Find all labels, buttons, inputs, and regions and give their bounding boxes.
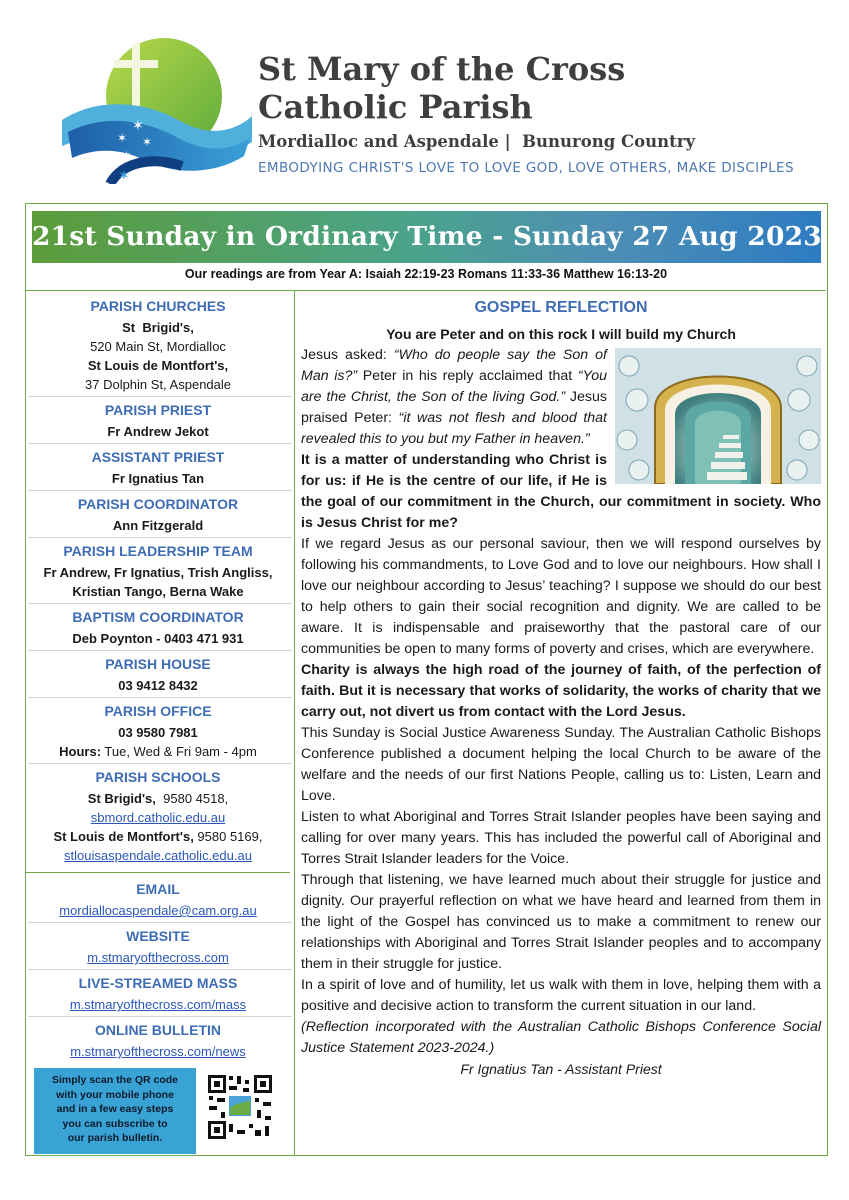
school-link[interactable]: stlouisaspendale.catholic.edu.au <box>64 848 252 863</box>
section-heading: WEBSITE <box>126 928 190 944</box>
parish-name-line2: Catholic Parish <box>258 88 533 126</box>
separator <box>28 763 292 764</box>
section-heading: LIVE-STREAMED MASS <box>78 975 238 991</box>
section-heading: PARISH LEADERSHIP TEAM <box>63 543 253 559</box>
gospel-signature: Fr Ignatius Tan - Assistant Priest <box>460 1061 662 1077</box>
website-section <box>26 926 290 967</box>
leadership-names: Kristian Tango, Berna Wake <box>72 584 244 599</box>
schools-section <box>26 767 290 865</box>
school-link[interactable]: sbmord.catholic.edu.au <box>90 810 226 825</box>
qr-text-line: with your mobile phone <box>56 1088 174 1101</box>
section-heading: EMAIL <box>136 881 180 897</box>
separator <box>28 537 292 538</box>
svg-text:✶: ✶ <box>142 135 153 149</box>
qr-text-line: you can subscribe to <box>62 1117 168 1130</box>
qr-promo-text <box>34 1073 196 1146</box>
church-name: St Brigid's, <box>122 320 194 335</box>
house-phone: 03 9412 8432 <box>118 678 198 693</box>
website-row <box>26 948 290 967</box>
separator <box>28 490 292 491</box>
office-section <box>26 701 290 761</box>
coordinator-name: Ann Fitzgerald <box>112 518 204 533</box>
svg-text:✶: ✶ <box>122 150 132 162</box>
assistant-section <box>26 447 290 488</box>
gospel-subheading: You are Peter and on this rock I will build my Church <box>386 326 736 342</box>
section-heading: PARISH PRIEST <box>104 402 212 418</box>
office-hours <box>26 742 290 761</box>
section-heading: PARISH HOUSE <box>105 656 211 672</box>
priest-section <box>26 400 290 441</box>
gospel-quote: “You are the Christ, the Son of the living God.” <box>301 368 608 405</box>
gospel-paragraph: Through that listening, we have learned much about their struggle for justice and dignity. Our prayerful reflection on what we have heard and learned from them in the light of the Gospel has convinced us to make a commitment to renew our relationships with Aboriginal and Torres Strait Islander peoples and to accompany them in their struggle for justice. <box>301 872 821 972</box>
email-row <box>26 901 290 920</box>
section-heading: PARISH CHURCHES <box>90 298 226 314</box>
bulletin-row <box>26 1042 290 1061</box>
gospel-paragraph: If we regard Jesus as our personal saviour, then we will respond ourselves by following his commandments, to Love God and to love our neighbours. How shall I love our neighbour according to Jesus’ teaching? I suppose we should do our best to help others to gain their social recognition and dignity. We are called to be aware. It is indispensable and praiseworthy that the pastoral care of our communities be open to many forms of poverty and crises, which are everywhere. <box>301 536 821 657</box>
church-name: St Louis de Montfort's, <box>87 358 229 373</box>
priest-name: Fr Andrew Jekot <box>107 424 209 439</box>
section-heading: BAPTISM COORDINATOR <box>72 609 244 625</box>
gospel-quote: “it was not flesh and blood that revealed this to you but my Father in heaven.” <box>301 410 607 447</box>
title-block <box>258 50 794 176</box>
mass-row <box>26 995 290 1014</box>
bulletin-frame <box>25 203 828 1156</box>
bulletin-link[interactable]: m.stmaryofthecross.com/news <box>70 1044 246 1059</box>
school-url-row <box>26 808 290 827</box>
email-link[interactable]: mordiallocaspendale@cam.org.au <box>59 903 257 918</box>
column-divider <box>294 290 295 1155</box>
separator <box>28 603 292 604</box>
sidebar <box>26 296 294 1061</box>
separator <box>28 1016 292 1017</box>
svg-text:✶: ✶ <box>118 167 130 183</box>
school-name: St Louis de Montfort's, <box>53 829 194 844</box>
qr-text-line: Simply scan the QR code <box>51 1074 179 1086</box>
qr-promo-box <box>34 1068 196 1154</box>
readings-line: Our readings are from Year A: Isaiah 22:19-23 Romans 11:33-36 Matthew 16:13-20 <box>184 267 668 281</box>
office-phone: 03 9580 7981 <box>118 725 198 740</box>
gospel-text: Jesus praised Peter: <box>301 389 607 426</box>
separator <box>28 969 292 970</box>
website-link[interactable]: m.stmaryofthecross.com <box>87 950 229 965</box>
gospel-paragraph-bold: It is a matter of understanding who Christ is for us: if He is the centre of our life, if He is the goal of our commitment in the Church, our commitment in society. Who is Jesus Christ for me? <box>301 452 821 531</box>
qr-code-icon[interactable] <box>207 1074 273 1140</box>
section-heading: PARISH OFFICE <box>104 703 212 719</box>
gospel-paragraph: Listen to what Aboriginal and Torres Strait Islander peoples have been saying and calling for over many years. This has included the powerful call of Aboriginal and Torres Strait Islander leaders for the Voice. <box>301 809 821 867</box>
school-phone: 9580 5169, <box>193 829 263 844</box>
parish-subtitle: Mordialloc and Aspendale | Bunurong Country <box>258 132 696 151</box>
svg-text:✶: ✶ <box>132 117 144 133</box>
gospel-paragraph-bold: Charity is always the high road of the journey of faith, of the perfection of faith. But it is necessary that works of solidarity, the works of charity that we carry out, not divert us from contact with the Lord Jesus. <box>301 662 821 720</box>
divider <box>26 290 826 291</box>
banner-title: 21st Sunday in Ordinary Time - Sunday 27 Aug 2023 <box>32 221 822 252</box>
bulletin-section <box>26 1020 290 1061</box>
gospel-reflection <box>301 296 821 1080</box>
coordinator-section <box>26 494 290 535</box>
separator <box>28 396 292 397</box>
email-section <box>26 879 290 920</box>
gospel-body <box>301 345 821 1059</box>
title-banner <box>32 211 821 263</box>
mass-link[interactable]: m.stmaryofthecross.com/mass <box>69 997 247 1012</box>
qr-text-line: and in a few easy steps <box>56 1103 174 1115</box>
assistant-name: Fr Ignatius Tan <box>111 471 205 486</box>
gospel-paragraph: In a spirit of love and of humility, let us walk with them in love, helping them with a positive and decisive action to transform the current situation in our land. <box>301 977 821 1014</box>
hours-label: Hours: <box>59 744 102 759</box>
qr-text-line: our parish bulletin. <box>67 1132 163 1144</box>
leadership-section <box>26 541 290 601</box>
leadership-names: Fr Andrew, Fr Ignatius, Trish Angliss, <box>43 565 273 580</box>
school-url-row <box>26 846 290 865</box>
baptism-contact: Deb Poynton - 0403 471 931 <box>72 631 244 646</box>
gospel-paragraph: This Sunday is Social Justice Awareness Sunday. The Australian Catholic Bishops Conference published a document helping the local Church to be aware of the welfare and the needs of our first Nations People, calling us to: Listen, Learn and Love. <box>301 725 821 804</box>
separator <box>28 922 292 923</box>
separator <box>28 650 292 651</box>
separator <box>28 443 292 444</box>
gospel-heading: GOSPEL REFLECTION <box>474 299 648 316</box>
gospel-text: Jesus asked: <box>301 347 394 363</box>
separator <box>28 697 292 698</box>
header <box>0 0 849 200</box>
school-line <box>26 789 290 808</box>
church-address: 37 Dolphin St, Aspendale <box>85 377 231 392</box>
school-name: St Brigid's, <box>87 791 156 806</box>
section-heading: ASSISTANT PRIEST <box>91 449 225 465</box>
svg-text:✶: ✶ <box>117 131 128 145</box>
house-section <box>26 654 290 695</box>
divider <box>26 872 290 873</box>
church-address: 520 Main St, Mordialloc <box>90 339 226 354</box>
baptism-section <box>26 607 290 648</box>
gospel-quote: “Who do people say the Son of Man is?” <box>301 347 607 384</box>
parish-name-line1: St Mary of the Cross <box>258 50 626 88</box>
section-heading: PARISH COORDINATOR <box>77 496 239 512</box>
churches-section <box>26 296 290 394</box>
mass-section <box>26 973 290 1014</box>
section-heading: ONLINE BULLETIN <box>95 1022 221 1038</box>
parish-logo-icon <box>62 34 252 184</box>
gospel-citation: (Reflection incorporated with the Australian Catholic Bishops Conference Social Justice Statement 2023-2024.) <box>301 1019 821 1056</box>
hours-value: Tue, Wed & Fri 9am - 4pm <box>101 744 257 759</box>
gospel-text: Peter in his reply acclaimed that <box>357 368 578 384</box>
section-heading: PARISH SCHOOLS <box>95 769 221 785</box>
parish-motto: EMBODYING CHRIST'S LOVE TO LOVE GOD, LOVE OTHERS, MAKE DISCIPLES <box>258 160 794 176</box>
school-line <box>26 827 290 846</box>
ornate-arch-image-icon <box>615 348 821 484</box>
school-phone: 9580 4518, <box>155 791 229 806</box>
